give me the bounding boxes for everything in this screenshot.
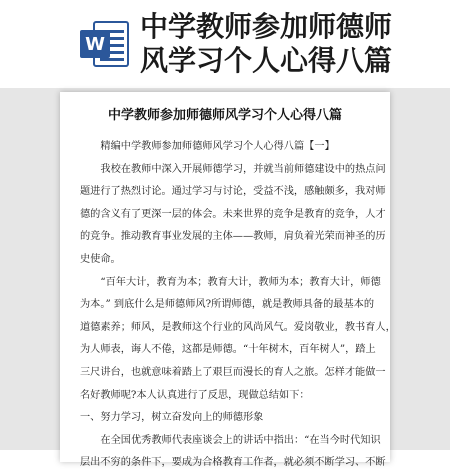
page-header	[0, 0, 450, 88]
paragraph-line: 道德素养；师风，是教师这个行业的风尚风气。爱岗敬业，教书育人，	[80, 321, 396, 333]
paragraph-line: 为本。” 到底什么是师德师风?所谓师德，就是教师具备的最基本的	[80, 299, 375, 311]
paragraph-line: 题进行了热烈讨论。通过学习与讨论，受益不浅，感触颇多，我对师	[80, 186, 386, 198]
document-page[interactable]	[60, 92, 396, 469]
paragraph-line: 史使命。	[80, 253, 121, 265]
paragraph-line: 名好教师呢?本人认真进行了反思，现做总结如下：	[80, 389, 310, 401]
paragraph-line: 在全国优秀教师代表座谈会上的讲话中指出：“在当今时代知识	[100, 434, 381, 446]
page-title-line-2: 风学习个人心得八篇	[140, 44, 393, 77]
paragraph-line: 的竞争。推动教育事业发展的主体——教师，肩负着光荣而神圣的历	[80, 231, 386, 243]
page-title-line-1: 中学教师参加师德师	[140, 10, 393, 43]
word-document-icon	[78, 18, 130, 70]
document-subtitle: 精编中学教师参加师德师风学习个人心得八篇【一】	[100, 141, 335, 152]
paragraph-line: 德的含义有了更深一层的体会。未来世界的竞争是教育的竞争，人才	[80, 208, 386, 220]
svg-text:W: W	[85, 34, 105, 55]
paragraph-line: 层出不穷的条件下，要成为合格教育工作者，就必须不断学习、不断	[80, 457, 386, 469]
paragraph-line: 我校在教师中深入开展师德学习，并就当前师德建设中的热点问	[100, 163, 386, 175]
document-body	[80, 136, 396, 475]
page-title	[140, 10, 440, 78]
paragraph-line: “百年大计，教育为本；教育大计，教师为本；教育大计，师德	[100, 276, 381, 288]
section-heading: 一、努力学习，树立奋发向上的师德形象	[80, 412, 264, 424]
document-title: 中学教师参加师德师风学习个人心得八篇	[107, 108, 342, 123]
paragraph-line: 为人师表，诲人不倦，这都是师德。“十年树木，百年树人”，踏上	[80, 344, 376, 356]
paragraph-line: 三尺讲台，也就意味着踏上了艰巨而漫长的育人之旅。怎样才能做一	[80, 366, 386, 378]
